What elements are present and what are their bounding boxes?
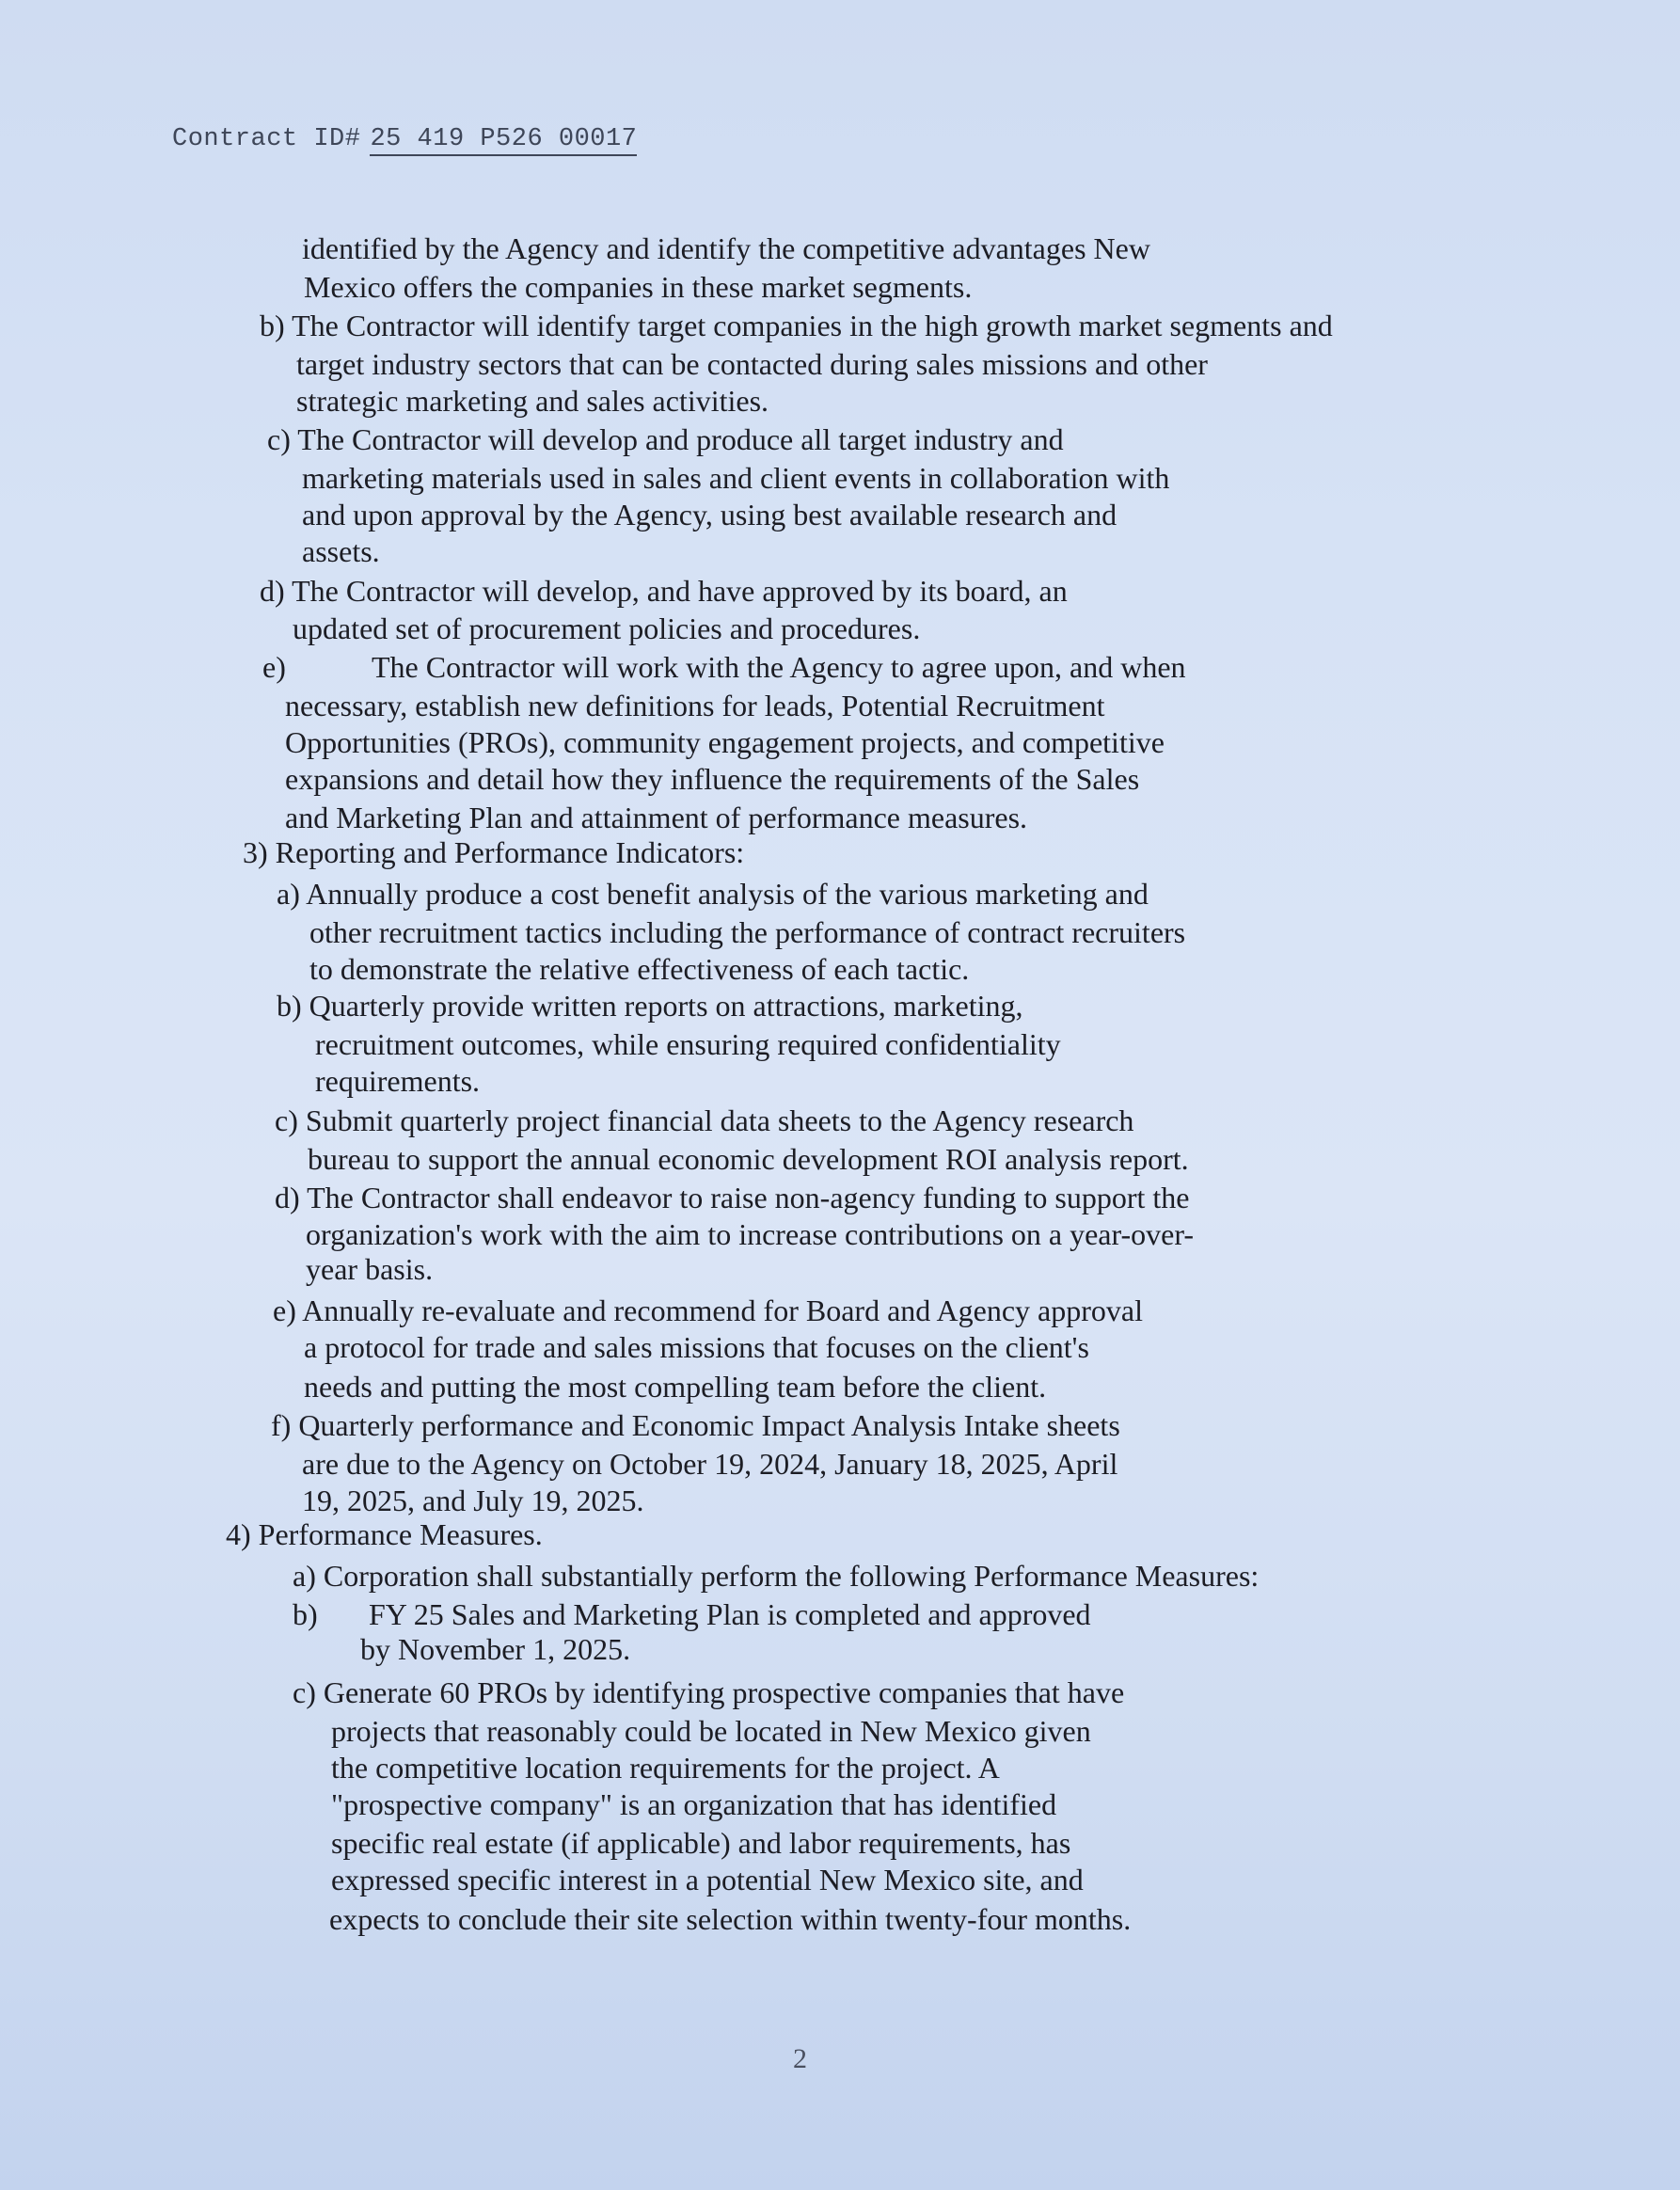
- contract-id-header: [172, 125, 637, 156]
- text-line: d) The Contractor will develop, and have approved by its board, an: [260, 574, 1068, 608]
- text-line: are due to the Agency on October 19, 2024, January 18, 2025, April: [302, 1447, 1118, 1481]
- text-line: d) The Contractor shall endeavor to raise non-agency funding to support the: [275, 1181, 1190, 1214]
- text-line: to demonstrate the relative effectiveness of each tactic.: [309, 952, 970, 986]
- text-line: expects to conclude their site selection within twenty-four months.: [329, 1902, 1132, 1936]
- text-line: c) Submit quarterly project financial data sheets to the Agency research: [275, 1103, 1134, 1137]
- text-line: Opportunities (PROs), community engagement projects, and competitive: [285, 725, 1165, 759]
- contract-id-label: Contract ID#: [172, 125, 361, 153]
- text-line: a) Corporation shall substantially perform the following Performance Measures:: [293, 1559, 1260, 1593]
- text-line: the competitive location requirements for the project. A: [331, 1751, 1000, 1785]
- text-line: expressed specific interest in a potential New Mexico site, and: [331, 1863, 1084, 1896]
- text-line: strategic marketing and sales activities.: [296, 384, 769, 418]
- text-line: identified by the Agency and identify the competitive advantages New: [302, 231, 1150, 265]
- text-line: a) Annually produce a cost benefit analysis of the various marketing and: [277, 877, 1149, 911]
- text-line: recruitment outcomes, while ensuring required confidentiality: [315, 1027, 1061, 1061]
- text-line: e) Annually re-evaluate and recommend for Board and Agency approval: [273, 1293, 1143, 1327]
- text-line: a protocol for trade and sales missions that focuses on the client's: [304, 1330, 1089, 1364]
- text-line: assets.: [302, 534, 380, 568]
- text-line: requirements.: [315, 1064, 481, 1098]
- contract-id-value: 25 419 P526 00017: [370, 125, 637, 156]
- text-line: expansions and detail how they influence the requirements of the Sales: [285, 762, 1140, 796]
- text-line: 19, 2025, and July 19, 2025.: [302, 1484, 644, 1517]
- text-line: bureau to support the annual economic development ROI analysis report.: [308, 1142, 1189, 1176]
- text-line: f) Quarterly performance and Economic Impact Analysis Intake sheets: [271, 1408, 1120, 1442]
- text-line: marketing materials used in sales and client events in collaboration with: [302, 461, 1170, 495]
- text-line: b): [293, 1597, 318, 1631]
- text-line: The Contractor will work with the Agency to agree upon, and when: [372, 650, 1186, 684]
- text-line: other recruitment tactics including the performance of contract recruiters: [309, 915, 1186, 949]
- text-line: "prospective company" is an organization that has identified: [331, 1787, 1057, 1821]
- text-line: target industry sectors that can be contacted during sales missions and other: [296, 347, 1208, 381]
- text-line: b) Quarterly provide written reports on attractions, marketing,: [277, 989, 1023, 1023]
- text-line: e): [262, 650, 286, 684]
- text-line: organization's work with the aim to increase contributions on a year-over-: [306, 1217, 1195, 1251]
- text-line: needs and putting the most compelling team before the client.: [304, 1370, 1047, 1404]
- text-line: b) The Contractor will identify target companies in the high growth market segments and: [260, 309, 1333, 342]
- text-line: and Marketing Plan and attainment of performance measures.: [285, 801, 1028, 834]
- text-line: c) The Contractor will develop and produce all target industry and: [267, 422, 1064, 456]
- text-line: year basis.: [306, 1252, 434, 1286]
- text-line: and upon approval by the Agency, using best available research and: [302, 498, 1117, 532]
- text-line: projects that reasonably could be located in New Mexico given: [331, 1714, 1091, 1748]
- text-line: Mexico offers the companies in these market segments.: [304, 270, 973, 304]
- text-line: 3) Reporting and Performance Indicators:: [243, 835, 745, 869]
- text-line: necessary, establish new definitions for leads, Potential Recruitment: [285, 689, 1105, 722]
- text-line: by November 1, 2025.: [360, 1632, 631, 1666]
- text-line: specific real estate (if applicable) and labor requirements, has: [331, 1826, 1071, 1860]
- page-number: 2: [793, 2043, 807, 2074]
- text-line: updated set of procurement policies and procedures.: [293, 611, 921, 645]
- text-line: c) Generate 60 PROs by identifying prospective companies that have: [293, 1675, 1125, 1709]
- text-line: FY 25 Sales and Marketing Plan is completed and approved: [369, 1597, 1091, 1631]
- text-line: 4) Performance Measures.: [226, 1517, 543, 1551]
